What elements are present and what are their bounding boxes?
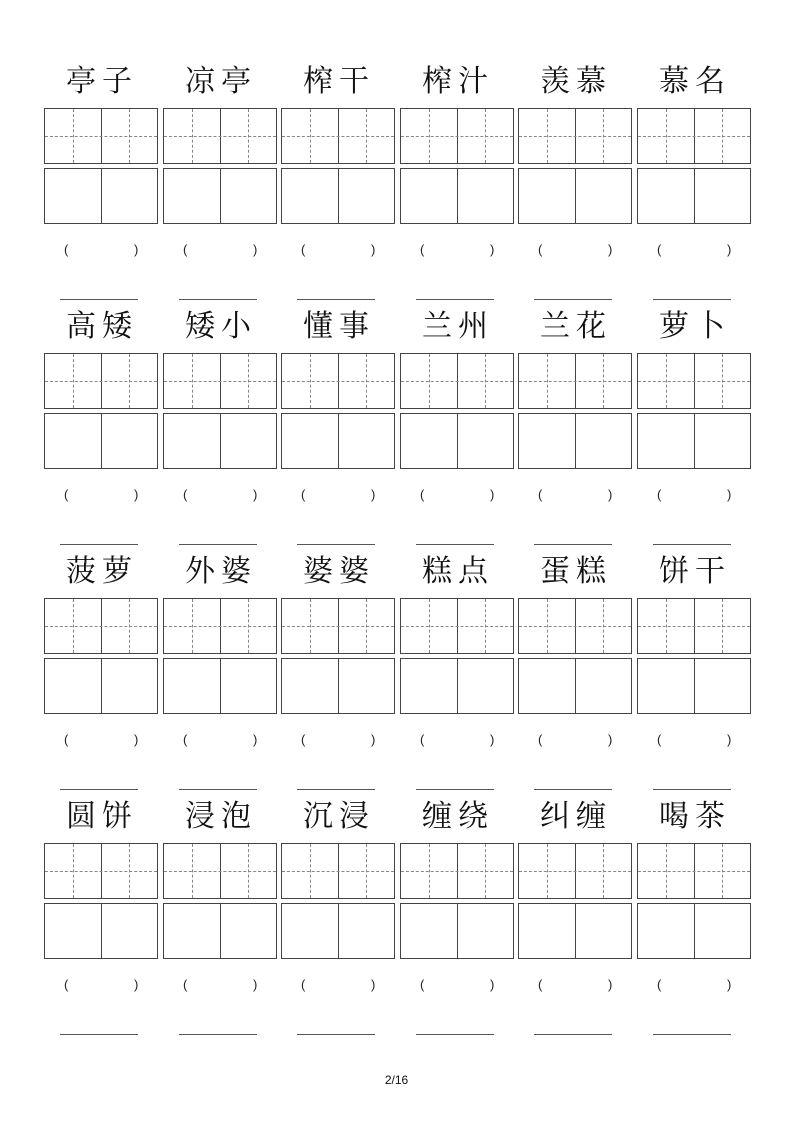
cell-divider: [575, 414, 576, 468]
pinyin-answer-field[interactable]: [637, 732, 753, 752]
guide-line: [519, 626, 631, 627]
tianzige-practice-grid[interactable]: [44, 353, 158, 409]
pinyin-answer-field[interactable]: [400, 242, 516, 262]
guide-line: [282, 381, 394, 382]
pinyin-answer-field[interactable]: [518, 242, 634, 262]
close-bracket: ): [727, 977, 732, 992]
tianzige-practice-grid[interactable]: [637, 353, 751, 409]
guide-line: [45, 871, 157, 872]
cell-divider: [101, 659, 102, 713]
open-bracket: (: [657, 977, 662, 992]
guide-line: [401, 626, 513, 627]
guide-line: [401, 381, 513, 382]
guide-line: [45, 381, 157, 382]
tianzige-practice-grid[interactable]: [518, 108, 632, 164]
writing-box[interactable]: [163, 413, 277, 469]
vocabulary-word: 沉浸: [303, 799, 375, 834]
answer-underline[interactable]: [60, 544, 138, 545]
answer-underline[interactable]: [297, 299, 375, 300]
open-bracket: (: [64, 487, 69, 502]
pinyin-answer-field[interactable]: [44, 732, 160, 752]
answer-underline[interactable]: [653, 1034, 731, 1035]
vocabulary-word: 兰花: [540, 309, 612, 344]
guide-line: [519, 871, 631, 872]
writing-box[interactable]: [518, 903, 632, 959]
guide-line: [519, 381, 631, 382]
cell-divider: [457, 169, 458, 223]
cell-divider: [338, 659, 339, 713]
writing-box[interactable]: [281, 413, 395, 469]
cell-divider: [338, 904, 339, 958]
vocabulary-word: 喝茶: [659, 799, 731, 834]
writing-box[interactable]: [400, 168, 514, 224]
close-bracket: ): [727, 487, 732, 502]
open-bracket: (: [657, 732, 662, 747]
vocabulary-word: 婆婆: [303, 554, 375, 589]
vocabulary-word: 兰州: [422, 309, 494, 344]
tianzige-practice-grid[interactable]: [518, 843, 632, 899]
answer-underline[interactable]: [60, 299, 138, 300]
writing-box[interactable]: [637, 658, 751, 714]
open-bracket: (: [64, 732, 69, 747]
close-bracket: ): [490, 732, 495, 747]
tianzige-practice-grid[interactable]: [44, 598, 158, 654]
answer-underline[interactable]: [416, 789, 494, 790]
pinyin-answer-field[interactable]: [163, 732, 279, 752]
close-bracket: ): [134, 487, 139, 502]
close-bracket: ): [134, 732, 139, 747]
close-bracket: ): [371, 242, 376, 257]
tianzige-practice-grid[interactable]: [637, 843, 751, 899]
tianzige-practice-grid[interactable]: [400, 108, 514, 164]
open-bracket: (: [64, 977, 69, 992]
close-bracket: ): [253, 242, 258, 257]
pinyin-answer-field[interactable]: [163, 242, 279, 262]
tianzige-practice-grid[interactable]: [163, 843, 277, 899]
writing-box[interactable]: [44, 413, 158, 469]
guide-line: [164, 626, 276, 627]
answer-underline[interactable]: [534, 544, 612, 545]
answer-underline[interactable]: [416, 1034, 494, 1035]
pinyin-answer-field[interactable]: [400, 732, 516, 752]
writing-box[interactable]: [281, 168, 395, 224]
tianzige-practice-grid[interactable]: [637, 108, 751, 164]
tianzige-practice-grid[interactable]: [518, 598, 632, 654]
cell-divider: [575, 904, 576, 958]
pinyin-answer-field[interactable]: [518, 487, 634, 507]
guide-line: [164, 871, 276, 872]
open-bracket: (: [183, 242, 188, 257]
cell-divider: [220, 659, 221, 713]
close-bracket: ): [608, 487, 613, 502]
guide-line: [45, 136, 157, 137]
cell-divider: [338, 169, 339, 223]
writing-box[interactable]: [163, 903, 277, 959]
vocabulary-word: 榨汁: [422, 64, 494, 99]
vocabulary-word: 蛋糕: [540, 554, 612, 589]
vocabulary-word: 菠萝: [66, 554, 138, 589]
pinyin-answer-field[interactable]: [44, 977, 160, 997]
open-bracket: (: [420, 977, 425, 992]
answer-underline[interactable]: [653, 544, 731, 545]
writing-box[interactable]: [281, 658, 395, 714]
close-bracket: ): [371, 732, 376, 747]
vocabulary-word: 矮小: [185, 309, 257, 344]
pinyin-answer-field[interactable]: [637, 977, 753, 997]
close-bracket: ): [608, 242, 613, 257]
vocabulary-word: 懂事: [303, 309, 375, 344]
tianzige-practice-grid[interactable]: [400, 598, 514, 654]
tianzige-practice-grid[interactable]: [281, 843, 395, 899]
tianzige-practice-grid[interactable]: [163, 353, 277, 409]
answer-underline[interactable]: [179, 1034, 257, 1035]
writing-box[interactable]: [44, 658, 158, 714]
writing-box[interactable]: [518, 658, 632, 714]
open-bracket: (: [301, 487, 306, 502]
open-bracket: (: [420, 487, 425, 502]
cell-divider: [575, 169, 576, 223]
pinyin-answer-field[interactable]: [281, 487, 397, 507]
close-bracket: ): [371, 487, 376, 502]
guide-line: [519, 136, 631, 137]
writing-box[interactable]: [400, 658, 514, 714]
vocabulary-word: 纠缠: [540, 799, 612, 834]
pinyin-answer-field[interactable]: [44, 487, 160, 507]
writing-box[interactable]: [44, 903, 158, 959]
pinyin-answer-field[interactable]: [163, 977, 279, 997]
guide-line: [282, 136, 394, 137]
pinyin-answer-field[interactable]: [163, 487, 279, 507]
cell-divider: [694, 169, 695, 223]
answer-underline[interactable]: [297, 789, 375, 790]
open-bracket: (: [301, 242, 306, 257]
writing-box[interactable]: [400, 903, 514, 959]
pinyin-answer-field[interactable]: [281, 977, 397, 997]
tianzige-practice-grid[interactable]: [518, 353, 632, 409]
pinyin-answer-field[interactable]: [281, 242, 397, 262]
answer-underline[interactable]: [416, 299, 494, 300]
guide-line: [282, 871, 394, 872]
close-bracket: ): [490, 487, 495, 502]
close-bracket: ): [608, 977, 613, 992]
writing-box[interactable]: [281, 903, 395, 959]
writing-box[interactable]: [518, 413, 632, 469]
tianzige-practice-grid[interactable]: [163, 108, 277, 164]
open-bracket: (: [538, 487, 543, 502]
writing-box[interactable]: [637, 903, 751, 959]
answer-underline[interactable]: [60, 789, 138, 790]
guide-line: [164, 136, 276, 137]
answer-underline[interactable]: [653, 299, 731, 300]
close-bracket: ): [608, 732, 613, 747]
tianzige-practice-grid[interactable]: [637, 598, 751, 654]
answer-underline[interactable]: [416, 544, 494, 545]
tianzige-practice-grid[interactable]: [281, 353, 395, 409]
pinyin-answer-field[interactable]: [400, 487, 516, 507]
pinyin-answer-field[interactable]: [281, 732, 397, 752]
writing-box[interactable]: [163, 168, 277, 224]
cell-divider: [575, 659, 576, 713]
open-bracket: (: [420, 242, 425, 257]
close-bracket: ): [253, 487, 258, 502]
vocabulary-word: 亭子: [66, 64, 138, 99]
open-bracket: (: [64, 242, 69, 257]
answer-underline[interactable]: [60, 1034, 138, 1035]
writing-box[interactable]: [44, 168, 158, 224]
vocabulary-word: 凉亭: [185, 64, 257, 99]
cell-divider: [338, 414, 339, 468]
open-bracket: (: [183, 977, 188, 992]
tianzige-practice-grid[interactable]: [281, 598, 395, 654]
cell-divider: [220, 414, 221, 468]
guide-line: [164, 381, 276, 382]
vocabulary-word: 萝卜: [659, 309, 731, 344]
pinyin-answer-field[interactable]: [44, 242, 160, 262]
answer-underline[interactable]: [653, 789, 731, 790]
tianzige-practice-grid[interactable]: [400, 353, 514, 409]
vocabulary-word: 缠绕: [422, 799, 494, 834]
close-bracket: ): [490, 242, 495, 257]
close-bracket: ): [253, 977, 258, 992]
open-bracket: (: [657, 242, 662, 257]
cell-divider: [101, 169, 102, 223]
cell-divider: [457, 659, 458, 713]
guide-line: [638, 871, 750, 872]
close-bracket: ): [134, 242, 139, 257]
pinyin-answer-field[interactable]: [400, 977, 516, 997]
writing-box[interactable]: [637, 168, 751, 224]
close-bracket: ): [253, 732, 258, 747]
vocabulary-word: 慕名: [659, 64, 731, 99]
vocabulary-word: 浸泡: [185, 799, 257, 834]
answer-underline[interactable]: [297, 544, 375, 545]
answer-underline[interactable]: [179, 299, 257, 300]
pinyin-answer-field[interactable]: [637, 487, 753, 507]
guide-line: [638, 136, 750, 137]
open-bracket: (: [538, 242, 543, 257]
close-bracket: ): [727, 732, 732, 747]
vocabulary-word: 榨干: [303, 64, 375, 99]
pinyin-answer-field[interactable]: [518, 732, 634, 752]
vocabulary-word: 外婆: [185, 554, 257, 589]
close-bracket: ): [490, 977, 495, 992]
pinyin-answer-field[interactable]: [637, 242, 753, 262]
guide-line: [401, 136, 513, 137]
tianzige-practice-grid[interactable]: [44, 108, 158, 164]
vocabulary-word: 高矮: [66, 309, 138, 344]
close-bracket: ): [134, 977, 139, 992]
cell-divider: [457, 904, 458, 958]
cell-divider: [694, 414, 695, 468]
cell-divider: [220, 169, 221, 223]
answer-underline[interactable]: [179, 789, 257, 790]
tianzige-practice-grid[interactable]: [400, 843, 514, 899]
close-bracket: ): [371, 977, 376, 992]
vocabulary-word: 糕点: [422, 554, 494, 589]
open-bracket: (: [538, 977, 543, 992]
pinyin-answer-field[interactable]: [518, 977, 634, 997]
writing-box[interactable]: [518, 168, 632, 224]
open-bracket: (: [538, 732, 543, 747]
vocabulary-word: 饼干: [659, 554, 731, 589]
cell-divider: [694, 659, 695, 713]
open-bracket: (: [301, 732, 306, 747]
open-bracket: (: [657, 487, 662, 502]
writing-box[interactable]: [163, 658, 277, 714]
tianzige-practice-grid[interactable]: [281, 108, 395, 164]
answer-underline[interactable]: [297, 1034, 375, 1035]
writing-box[interactable]: [400, 413, 514, 469]
guide-line: [45, 626, 157, 627]
page-number: 2/16: [384, 1073, 409, 1087]
cell-divider: [101, 904, 102, 958]
answer-underline[interactable]: [534, 1034, 612, 1035]
cell-divider: [220, 904, 221, 958]
open-bracket: (: [301, 977, 306, 992]
guide-line: [638, 381, 750, 382]
guide-line: [401, 871, 513, 872]
tianzige-practice-grid[interactable]: [163, 598, 277, 654]
vocabulary-word: 圆饼: [66, 799, 138, 834]
open-bracket: (: [183, 732, 188, 747]
open-bracket: (: [420, 732, 425, 747]
open-bracket: (: [183, 487, 188, 502]
tianzige-practice-grid[interactable]: [44, 843, 158, 899]
cell-divider: [101, 414, 102, 468]
answer-underline[interactable]: [534, 789, 612, 790]
close-bracket: ): [727, 242, 732, 257]
cell-divider: [457, 414, 458, 468]
writing-box[interactable]: [637, 413, 751, 469]
answer-underline[interactable]: [534, 299, 612, 300]
answer-underline[interactable]: [179, 544, 257, 545]
guide-line: [282, 626, 394, 627]
guide-line: [638, 626, 750, 627]
cell-divider: [694, 904, 695, 958]
vocabulary-word: 羡慕: [540, 64, 612, 99]
